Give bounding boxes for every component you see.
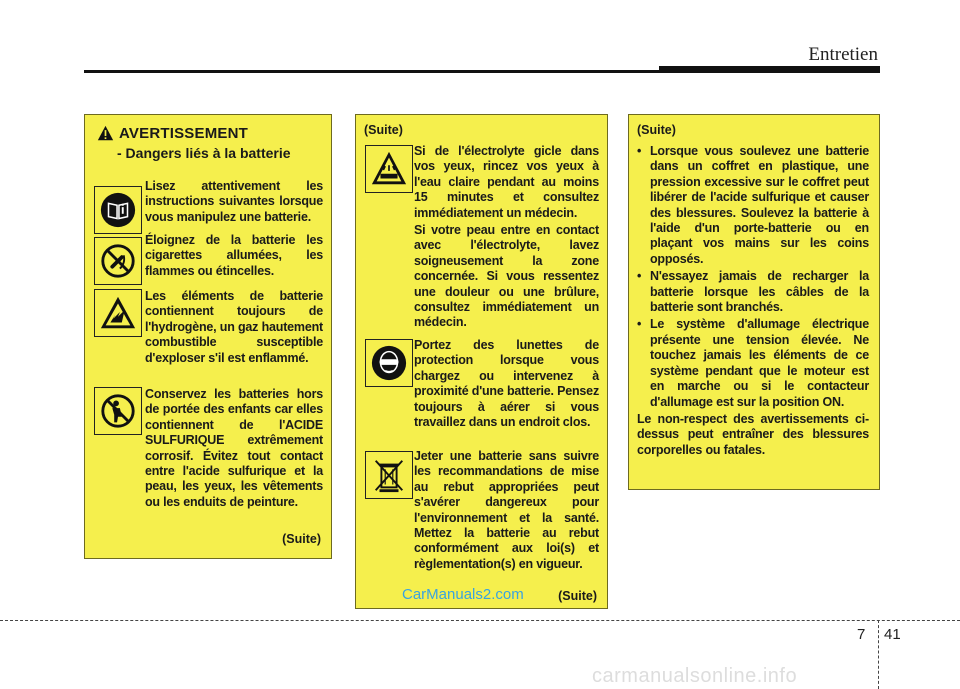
text-hydrogen: Les éléments de batterie contiennent toujours de l'hydrogène, un gaz hautement combustible susceptible d'exploser s'il est enflammé.: [145, 289, 323, 365]
warning-panel-2: [355, 114, 608, 609]
suite-label-top: (Suite): [364, 123, 403, 137]
text-no-flames: Éloignez de la batterie les cigarettes allumées, les flammes ou étincelles.: [145, 233, 323, 278]
text-read-instructions: Lisez attentivement les instructions suivantes lorsque vous manipulez une batterie.: [145, 179, 323, 224]
text-wear-goggles: Portez des lunettes de protection lorsque vous chargez ou intervenez à proximité d'une batterie. Pensez toujours à aérer si vous travaillez dans un endroit clos.: [414, 338, 599, 430]
no-smoking-icon: [94, 237, 142, 285]
recycle-bin-crossed-icon: [365, 451, 413, 499]
warning-triangle-icon: [97, 125, 114, 142]
watermark-text: CarManuals2.com: [402, 586, 524, 603]
warning-panel-3: [628, 114, 880, 490]
header-rule-accent: [659, 66, 880, 73]
suite-label-bottom: (Suite): [282, 532, 321, 546]
bullet-list-container: [637, 144, 869, 458]
manual-book-icon: [94, 186, 142, 234]
list-item: • N'essayez jamais de recharger la batterie lorsque les câbles de la batterie sont branchés.: [637, 269, 869, 315]
warning-panel-1: [84, 114, 332, 559]
text-disposal: Jeter une batterie sans suivre les recommandations de mise au rebut appropriées peut s'avérer dangereux pour l'environnement et la santé. Mettez la batterie au rebut conformément aux loi(s) et règlementation(s) en vigueur.: [414, 449, 599, 571]
bullet-list: [637, 144, 869, 410]
keep-away-children-icon: [94, 387, 142, 435]
page-number: 41: [884, 626, 901, 643]
footer-divider: [878, 620, 879, 689]
explosion-hazard-icon: [94, 289, 142, 337]
text-sulfuric-acid: Conservez les batteries hors de portée des enfants car elles contiennent de l'ACIDE SULFURIQUE extrêmement corrosif. Évitez tout contact entre l'acide sulfurique et la peau, les yeux, les vêtements ou les enduits de peinture.: [145, 387, 323, 509]
warning-title: AVERTISSEMENT: [119, 125, 249, 142]
list-item: • Lorsque vous soulevez une batterie dans un coffret en plastique, une pression excessive sur le coffret peut libérer de l'acide sulfurique et causer des blessures. Soulevez la batterie à l'aide d'un porte-batterie ou en plaçant vos mains sur les coins opposés.: [637, 144, 869, 267]
suite-label-top: (Suite): [637, 123, 676, 137]
chapter-number: 7: [857, 626, 866, 643]
page-header-title: Entretien: [808, 44, 878, 65]
acid-splash-icon: [365, 145, 413, 193]
warning-subtitle: - Dangers liés à la batterie: [117, 145, 291, 161]
suite-label-bottom: (Suite): [558, 589, 597, 603]
eye-protection-icon: [365, 339, 413, 387]
footer-rule: [0, 620, 960, 621]
closing-text: Le non-respect des avertissements ci-dessus peut entraîner des blessures corporelles ou fatales.: [637, 411, 869, 457]
site-watermark: carmanualsonline.info: [592, 665, 798, 687]
text-eye-splash: Si de l'électrolyte gicle dans vos yeux, rincez vos yeux à l'eau claire pendant au moins 15 minutes et consultez immédiatement un médecin.: [414, 144, 599, 220]
text-skin-contact: Si votre peau entre en contact avec l'électrolyte, lavez soigneusement la zone concernée. Si vous ressentez une douleur ou une brûlure, consultez immédiatement un médecin.: [414, 223, 599, 330]
list-item: • Le système d'allumage électrique présente une tension élevée. Ne touchez jamais les éléments de ce système pendant que le moteur est en marche ou si le contacteur d'allumage est sur la position ON.: [637, 317, 869, 409]
